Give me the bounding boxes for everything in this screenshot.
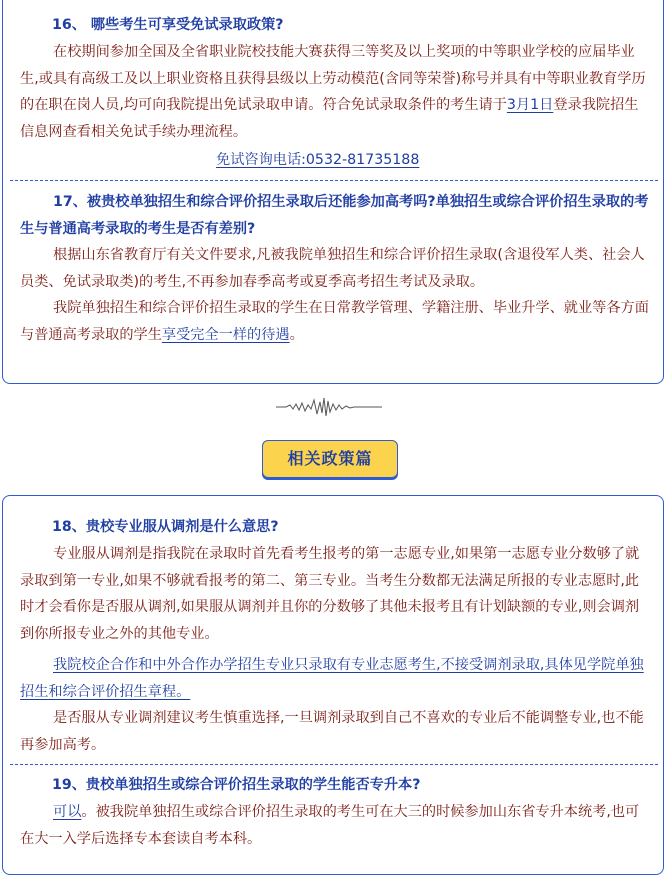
- question-17-title: 17、被贵校单独招生和综合评价招生录取后还能参加高考吗?单独招生或综合评价招生录取的考生与普通高考录取的考生是否有差别?: [20, 194, 649, 237]
- answer-17-paragraph-2: 我院单独招生和综合评价招生录取的学生在日常教学管理、学籍注册、毕业升学、就业等各方面与普通高考录取的学生享受完全一样的待遇。: [20, 300, 649, 343]
- card-divider: [10, 764, 658, 765]
- answer-16-paragraph: [0, 39, 668, 145]
- answer-17-paragraph-1: 根据山东省教育厅有关文件要求,凡被我院单独招生和综合评价招生录取(含退役军人类、社会人员类、免试录取类)的考生,不再参加春季高考或夏季高考招生考试及录取。: [20, 247, 645, 290]
- answer-16-text-end: 登录我院招生信息网查看相关免试手续办理流程。: [20, 97, 639, 140]
- question-18-title: 18、贵校专业服从调剂是什么意思?: [52, 519, 279, 535]
- question-19-title: 19、贵校单独招生或综合评价招生录取的学生能否专升本?: [52, 777, 421, 793]
- section-tag: 相关政策篇: [262, 440, 398, 478]
- answer-18-paragraph-2: [0, 652, 668, 705]
- hotline-text: 免试咨询电话:0532-81735188: [216, 152, 420, 168]
- answer-19-paragraph: 可以。被我院单独招生或综合评价招生录取的考生可在大三的时候参加山东省专升本统考,也可在大一入学后选择专本套读自考本科。: [20, 804, 640, 847]
- waveform-divider-icon: [276, 396, 382, 418]
- answer-17-highlight: 享受完全一样的待遇: [161, 326, 290, 343]
- answer-18-paragraph-1: 专业服从调剂是指我院在录取时首先看考生报考的第一志愿专业,如果第一志愿专业分数够了就录取到第一专业,如果不够就看报考的第二、第三专业。当考生分数都无法满足所报的专业志愿时,此时才会看你是否服从调剂,如果服从调剂并且你的分数够了其他未报考且有计划缺额的专业,则会调剂到你所报专业之外的其他专业。: [20, 546, 640, 642]
- answer-18-highlight: 我院校企合作和中外合作办学招生专业只录取有专业志愿考生,不接受调剂录取,具体见学院单独招生和综合评价招生章程。: [20, 657, 644, 700]
- hotline-line: [0, 147, 668, 174]
- answer-16-date: 3月1日: [506, 97, 554, 113]
- answer-19-highlight: 可以: [53, 804, 82, 820]
- answer-18-paragraph-3: 是否服从专业调剂建议考生慎重选择,一旦调剂录取到自己不喜欢的专业后不能调整专业,也不能再参加高考。: [20, 710, 644, 753]
- answer-16-text: 在校期间参加全国及全省职业院校技能大赛获得三等奖及以上奖项的中等职业学校的应届毕业生,或具有高级工及以上职业资格且获得县级以上劳动模范(含同等荣誉)称号并具有中等职业教育学历的在职在岗人员,均可向我院提出免试录取申请。符合免试录取条件的考生请于: [20, 44, 646, 113]
- question-16-title: 16、 哪些考生可享受免试录取政策?: [52, 17, 284, 33]
- card-divider: [10, 180, 658, 181]
